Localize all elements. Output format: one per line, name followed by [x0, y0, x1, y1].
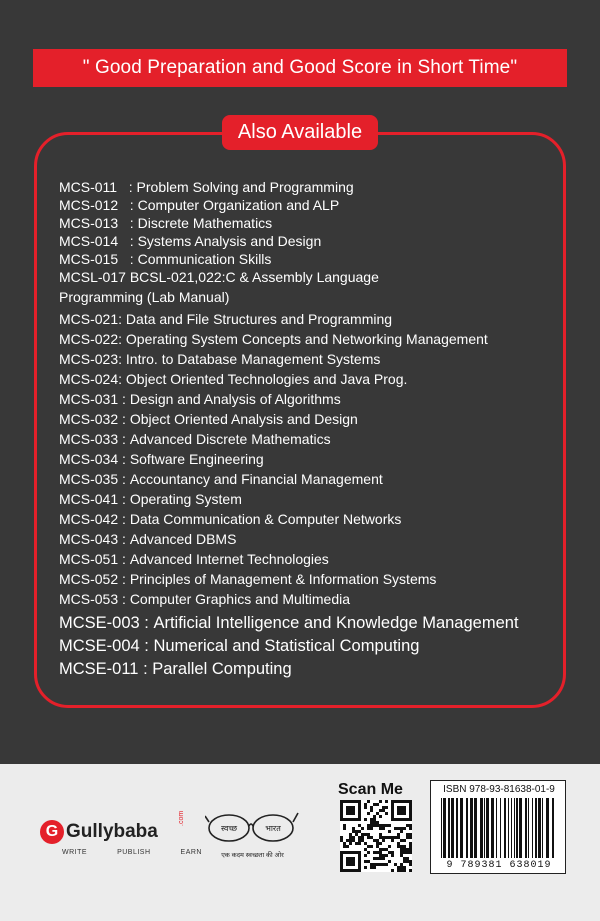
course-separator: :: [118, 311, 126, 327]
course-code: MCS-015: [59, 251, 119, 267]
course-code: MCS-023: [59, 351, 119, 367]
course-separator: :: [118, 351, 126, 367]
course-code: MCSE-004: [59, 637, 140, 655]
course-title: Parallel Computing: [152, 660, 292, 678]
course-item: [59, 179, 354, 196]
qr-code: [340, 800, 412, 872]
course-separator: :: [117, 179, 137, 195]
course-item: [59, 289, 229, 306]
course-title: Problem Solving and Programming: [136, 179, 354, 195]
isbn-barcode-box: [430, 780, 566, 874]
swachh-left-text: स्वच्छ: [220, 824, 238, 833]
course-item: [59, 551, 329, 568]
course-code: MCSE-011: [59, 660, 139, 678]
course-item: [59, 391, 341, 408]
course-code: MCS-031: [59, 391, 119, 407]
course-item: [59, 311, 392, 328]
course-title: Intro. to Database Management Systems: [125, 351, 381, 367]
course-title: Data Communication & Computer Networks: [129, 511, 402, 527]
course-item: [59, 451, 264, 468]
course-title: Computer Organization and ALP: [137, 197, 340, 213]
course-title: Discrete Mathematics: [137, 215, 273, 231]
course-separator: :: [118, 551, 130, 567]
publisher-name: Gullybaba: [66, 821, 158, 842]
course-code: MCS-021: [59, 311, 119, 327]
course-separator: :: [138, 660, 153, 678]
course-item: [59, 571, 436, 588]
course-code: MCS-035: [59, 471, 119, 487]
course-code: MCS-013: [59, 215, 119, 231]
course-separator: :: [118, 197, 138, 213]
course-separator: :: [118, 331, 126, 347]
course-code: MCS-011: [59, 179, 118, 195]
barcode: [439, 798, 559, 858]
course-separator: :: [118, 591, 130, 607]
course-item: [59, 491, 242, 508]
course-item: [59, 531, 236, 548]
course-title: Numerical and Statistical Computing: [153, 637, 420, 655]
course-code: MCSL-017: [59, 269, 126, 285]
course-title: Advanced Internet Technologies: [129, 551, 329, 567]
course-code: MCS-032: [59, 411, 119, 427]
course-item: [59, 371, 407, 388]
course-code: MCS-033: [59, 431, 119, 447]
isbn-digits: 9 789381 638019: [446, 860, 552, 871]
course-code: MCS-043: [59, 531, 119, 547]
course-item: [59, 591, 350, 608]
course-code: MCSE-003: [59, 614, 140, 632]
course-title: Object Oriented Technologies and Java Prog.: [125, 371, 408, 387]
course-separator: :: [139, 637, 154, 655]
course-item: [59, 197, 339, 214]
course-separator: :: [118, 451, 130, 467]
swachh-right-text: भारत: [265, 824, 281, 833]
course-separator: :: [118, 251, 138, 267]
course-separator: :: [118, 511, 130, 527]
course-code: MCS-034: [59, 451, 119, 467]
publisher-logo-icon: G: [40, 820, 64, 844]
course-separator: :: [139, 614, 154, 632]
tagline-banner: [33, 49, 567, 87]
course-title: Advanced Discrete Mathematics: [129, 431, 331, 447]
isbn-label: ISBN 978-93-81638-01-9: [443, 784, 555, 795]
course-code: MCS-041: [59, 491, 119, 507]
course-item: [59, 269, 379, 286]
also-available-label: Also Available: [237, 121, 363, 143]
course-item: [59, 471, 383, 488]
course-title: Operating System: [129, 491, 242, 507]
course-item: [59, 636, 419, 656]
publisher-tag-earn: EARN: [180, 849, 202, 856]
course-title: BCSL-021,022:C & Assembly Language: [129, 269, 379, 285]
course-item: [59, 215, 272, 232]
publisher-tags: [62, 849, 202, 856]
course-title: Computer Graphics and Multimedia: [129, 591, 351, 607]
publisher-domain: .com: [178, 810, 185, 826]
course-title: Principles of Management & Information Systems: [129, 571, 437, 587]
course-code: MCS-052: [59, 571, 119, 587]
course-separator: :: [118, 233, 138, 249]
course-title: Data and File Structures and Programming: [125, 311, 393, 327]
course-code: MCS-053: [59, 591, 119, 607]
scan-me-label: Scan Me: [338, 781, 403, 798]
course-item: [59, 431, 331, 448]
swachh-bharat-logo: [205, 808, 300, 860]
course-separator: :: [118, 215, 138, 231]
course-code: MCS-022: [59, 331, 119, 347]
publisher-tag-write: WRITE: [62, 849, 88, 856]
course-title: Design and Analysis of Algorithms: [129, 391, 341, 407]
course-separator: :: [118, 371, 126, 387]
course-separator: :: [118, 531, 130, 547]
course-title: Systems Analysis and Design: [137, 233, 322, 249]
course-item: [59, 659, 292, 679]
course-title: Object Oriented Analysis and Design: [129, 411, 358, 427]
course-title: Artificial Intelligence and Knowledge Management: [153, 614, 519, 632]
course-item: [59, 511, 401, 528]
course-separator: :: [118, 491, 130, 507]
course-title: Operating System Concepts and Networking Management: [125, 331, 488, 347]
course-title: Accountancy and Financial Management: [129, 471, 383, 487]
course-code: MCS-012: [59, 197, 119, 213]
course-code: MCS-024: [59, 371, 119, 387]
course-code: MCS-051: [59, 551, 119, 567]
also-available-badge: [222, 115, 378, 150]
course-item: [59, 351, 380, 368]
course-code: MCS-014: [59, 233, 119, 249]
swachh-caption: एक कदम स्वच्छता की ओर: [221, 852, 284, 859]
course-title: Programming (Lab Manual): [59, 289, 230, 305]
course-item: [59, 613, 519, 633]
spectacles-icon: [205, 808, 300, 850]
publisher-tag-publish: PUBLISH: [117, 849, 151, 856]
course-item: [59, 251, 271, 268]
course-title: Software Engineering: [129, 451, 264, 467]
course-separator: :: [118, 471, 130, 487]
course-item: [59, 331, 488, 348]
course-title: Advanced DBMS: [129, 531, 237, 547]
course-title: Communication Skills: [137, 251, 272, 267]
course-separator: :: [118, 571, 130, 587]
course-separator: :: [118, 411, 130, 427]
course-item: [59, 233, 321, 250]
course-separator: :: [118, 391, 130, 407]
tagline-text: " Good Preparation and Good Score in Short Time": [82, 57, 518, 78]
course-item: [59, 411, 358, 428]
course-code: MCS-042: [59, 511, 119, 527]
course-separator: :: [118, 431, 130, 447]
